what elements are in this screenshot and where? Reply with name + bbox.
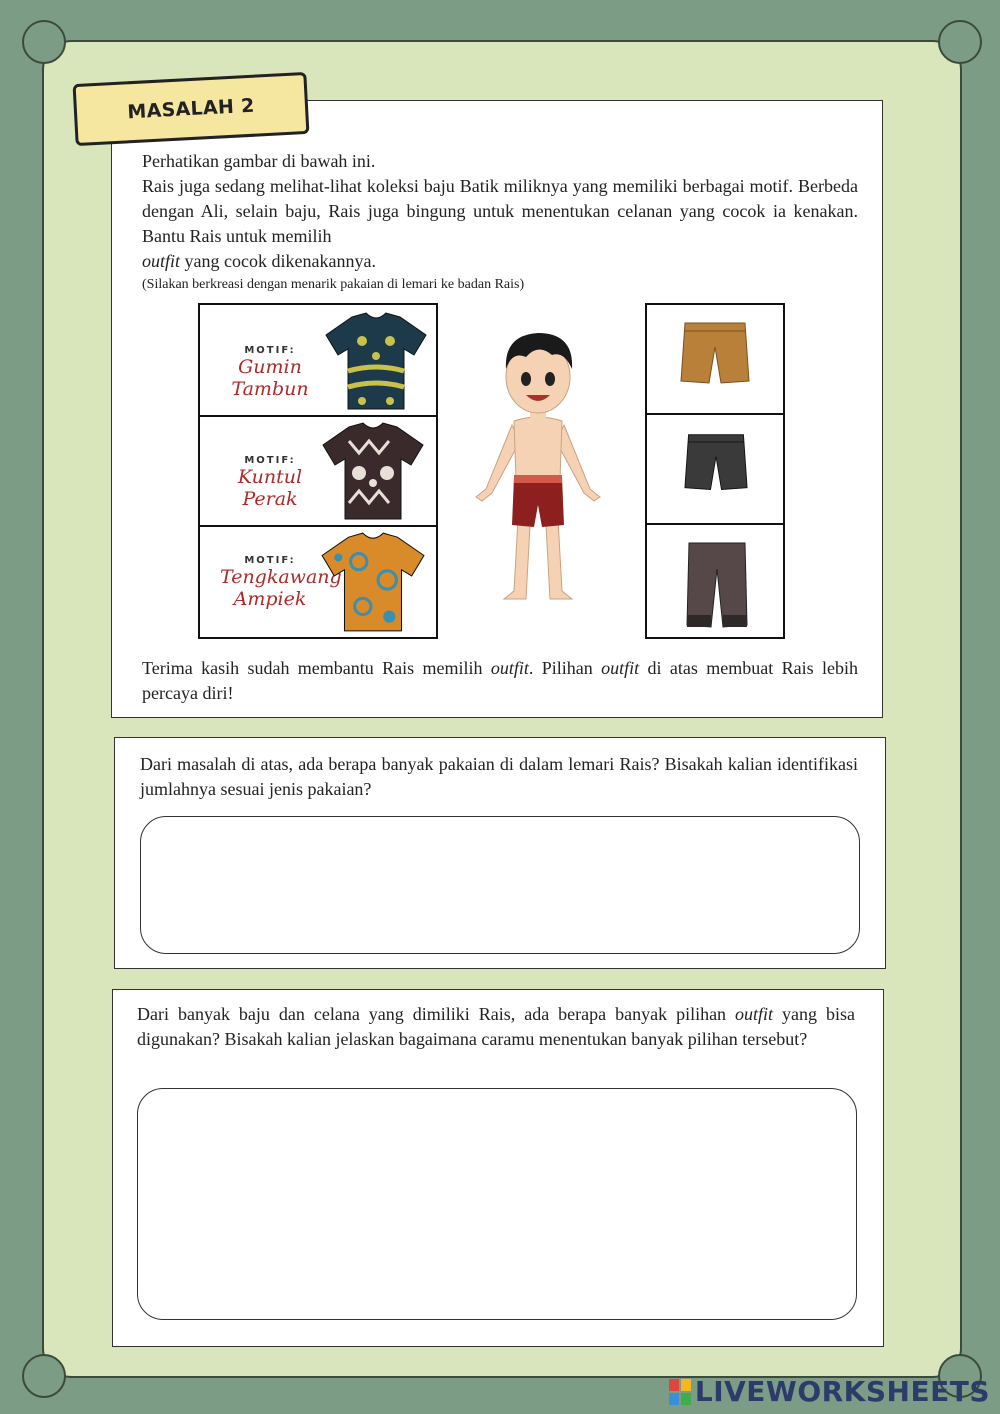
pants-item[interactable] (647, 415, 783, 525)
problem-paragraph: Rais juga sedang melihat-lihat koleksi baju Batik miliknya yang memiliki berbagai motif. Berbeda dengan Ali, selain baju, Rais juga bingung untuk menentukan celanan yang cocok ia kenakan. Bantu Rais untuk memilih outfit yang cocok dikenakannya. (142, 176, 858, 271)
shirt-wardrobe (198, 303, 438, 639)
motif-name: Gumin Tambun (231, 356, 309, 400)
watermark-text: LIVEWORKSHEETS (694, 1375, 990, 1408)
batik-shirt-icon (322, 311, 430, 411)
corner-decoration (22, 1354, 66, 1398)
motif-label: MOTIF: (244, 345, 296, 356)
motif-name: Kuntul Perak (237, 466, 303, 510)
batik-shirt-icon (318, 531, 428, 633)
question-1-box (114, 737, 886, 969)
boy-figure (468, 329, 608, 605)
question-1-text: Dari masalah di atas, ada berapa banyak pakaian di dalam lemari Rais? Bisakah kalian identifikasi jumlahnya sesuai jenis pakaian? (140, 754, 858, 799)
brown-shorts-icon (679, 319, 751, 389)
liveworksheets-logo-icon (669, 1379, 691, 1405)
black-shorts-icon (681, 431, 751, 495)
pants-wardrobe (645, 303, 785, 639)
intro-text: Perhatikan gambar di bawah ini. (142, 151, 376, 171)
shirt-item[interactable] (200, 305, 436, 417)
problem-tag: MASALAH 2 (73, 72, 310, 146)
shirt-item[interactable] (200, 417, 436, 527)
instruction-note: (Silakan berkreasi dengan menarik pakaian di lemari ke badan Rais) (142, 277, 525, 292)
pants-item[interactable] (647, 525, 783, 637)
answer-2-field[interactable] (137, 1088, 857, 1320)
pants-item[interactable] (647, 305, 783, 415)
motif-name: Tengkawang Ampiek (220, 566, 342, 610)
problem-text (142, 149, 858, 274)
motif-label: MOTIF: (244, 555, 296, 566)
batik-shirt-icon (318, 421, 428, 521)
shirt-item[interactable] (200, 527, 436, 637)
corner-decoration (938, 20, 982, 64)
grey-trousers-icon (685, 539, 749, 631)
answer-1-field[interactable] (140, 816, 860, 954)
question-2-text: Dari banyak baju dan celana yang dimiliki Rais, ada berapa banyak pilihan outfit yang bisa digunakan? Bisakah kalian jelaskan bagaimana caramu menentukan banyak pilihan tersebut? (137, 1004, 856, 1049)
problem-box (111, 100, 883, 718)
liveworksheets-watermark (669, 1375, 990, 1408)
question-2-box (112, 989, 884, 1347)
thanks-text: Terima kasih sudah membantu Rais memilih outfit. Pilihan outfit di atas membuat Rais lebih percaya diri! (142, 658, 858, 703)
motif-label: MOTIF: (244, 455, 296, 466)
corner-decoration (22, 20, 66, 64)
